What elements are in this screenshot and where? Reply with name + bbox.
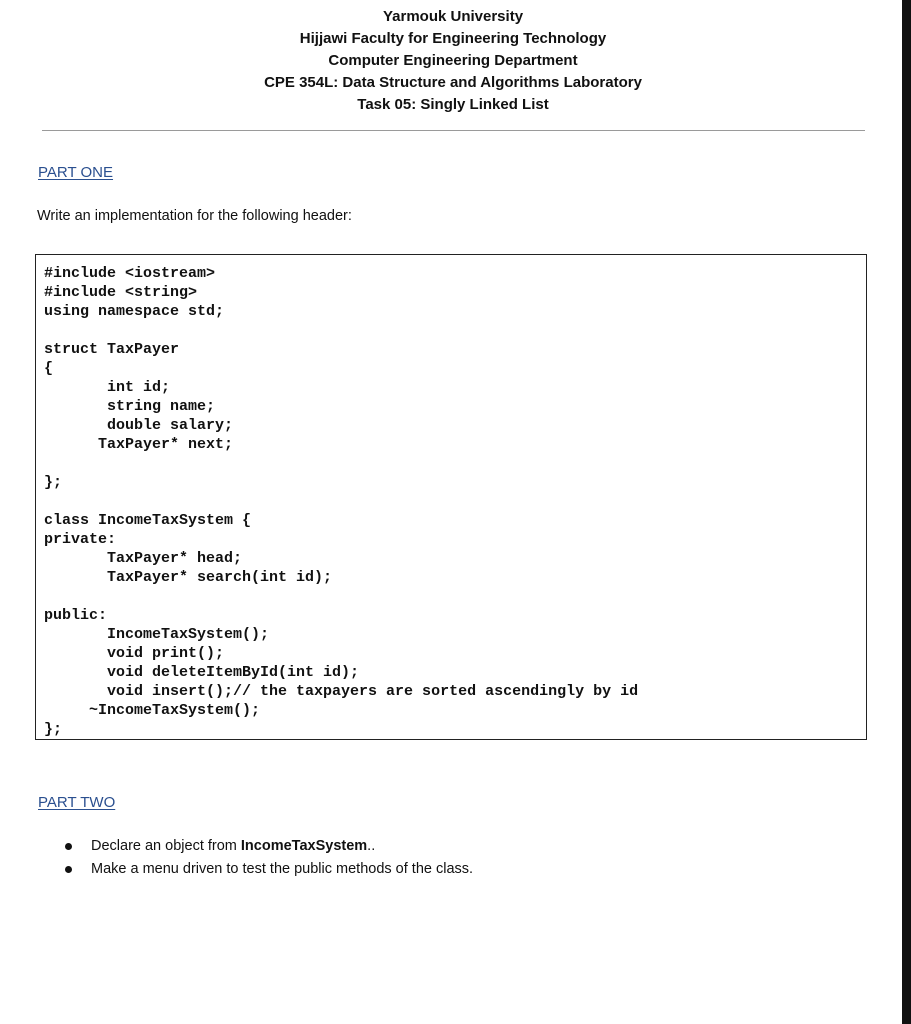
part-one-heading: PART ONE xyxy=(38,164,114,181)
list-item xyxy=(60,859,473,882)
list-item xyxy=(60,836,473,859)
bullet-1-class-name: IncomeTaxSystem xyxy=(240,838,368,854)
part-two-list xyxy=(60,836,473,882)
bullet-1-prefix: Declare an object from xyxy=(91,838,241,854)
part-two-heading: PART TWO xyxy=(38,794,116,811)
course-title: CPE 354L: Data Structure and Algorithms Laboratory xyxy=(264,74,642,91)
document-header xyxy=(0,6,906,116)
part-one-intro: Write an implementation for the following header: xyxy=(37,208,352,224)
department-name: Computer Engineering Department xyxy=(328,52,578,69)
bullet-icon xyxy=(65,866,72,873)
right-edge-bar xyxy=(902,0,911,1024)
code-listing-box xyxy=(35,254,867,740)
faculty-name: Hijjawi Faculty for Engineering Technology xyxy=(299,30,607,47)
university-name: Yarmouk University xyxy=(382,8,524,25)
bullet-2-text: Make a menu driven to test the public methods of the class. xyxy=(91,861,474,877)
bullet-1-suffix: .. xyxy=(367,838,376,854)
header-divider xyxy=(42,130,865,131)
task-title: Task 05: Singly Linked List xyxy=(357,96,549,113)
header-code: #include <iostream> #include <string> using namespace std; struct TaxPayer { int id; string name; double salary; TaxPayer* next; }; class IncomeTaxSystem { private: TaxPayer* head; TaxPayer* search(int id); public: IncomeTaxSystem(); void print(); void deleteItemById(int id); void insert();// the taxpayers are sorted ascendingly by id ~IncomeTaxSystem(); }; xyxy=(44,265,639,738)
bullet-icon xyxy=(65,843,72,850)
